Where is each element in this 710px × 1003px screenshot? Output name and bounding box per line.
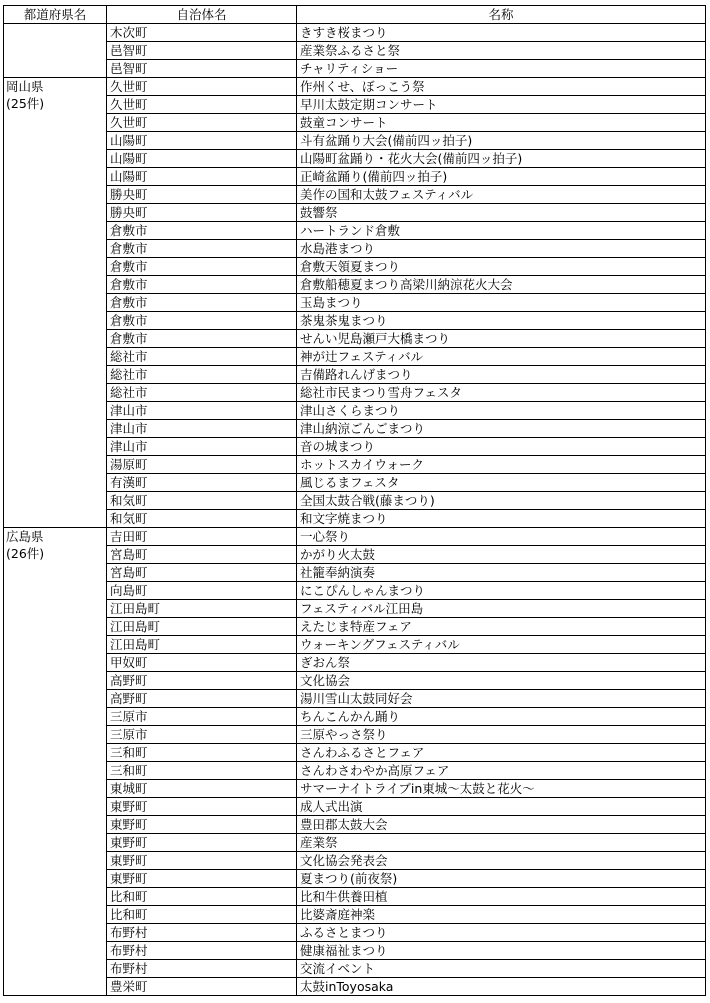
event-name-cell: 社籠奉納演奏: [297, 564, 706, 582]
table-row: [4, 420, 706, 438]
table-row: [4, 582, 706, 600]
event-name-cell: ハートランド倉敷: [297, 222, 706, 240]
table-row: [4, 384, 706, 402]
event-name-cell: さんわふるさとフェア: [297, 744, 706, 762]
event-name-cell: 全国太鼓合戦(藤まつり): [297, 492, 706, 510]
event-name-cell: 山陽町盆踊り・花火大会(備前四ッ拍子): [297, 150, 706, 168]
municipality-cell: 布野村: [107, 942, 297, 960]
event-name-cell: 津山納涼ごんごまつり: [297, 420, 706, 438]
event-name-cell: チャリティショー: [297, 60, 706, 78]
table-body: [4, 24, 706, 996]
event-name-cell: 和文字焼まつり: [297, 510, 706, 528]
event-name-cell: さんわさわやか高原フェア: [297, 762, 706, 780]
municipality-cell: 倉敷市: [107, 222, 297, 240]
event-name-cell: せんい児島瀬戸大橋まつり: [297, 330, 706, 348]
table-row: [4, 528, 706, 546]
table-row: [4, 852, 706, 870]
event-name-cell: サマーナイトライブin東城～太鼓と花火～: [297, 780, 706, 798]
table-row: [4, 654, 706, 672]
prefecture-count: (26件): [6, 546, 45, 561]
municipality-cell: 三原市: [107, 726, 297, 744]
municipality-cell: 津山市: [107, 438, 297, 456]
header-prefecture: 都道府県名: [4, 6, 107, 24]
municipality-cell: 東城町: [107, 780, 297, 798]
municipality-cell: 久世町: [107, 114, 297, 132]
event-table: [3, 5, 706, 996]
table-row: [4, 870, 706, 888]
municipality-cell: 倉敷市: [107, 276, 297, 294]
table-row: [4, 132, 706, 150]
table-row: [4, 906, 706, 924]
municipality-cell: 邑智町: [107, 42, 297, 60]
table-row: [4, 744, 706, 762]
event-name-cell: 三原やっさ祭り: [297, 726, 706, 744]
municipality-cell: 豊栄町: [107, 978, 297, 996]
event-name-cell: 美作の国和太鼓フェスティバル: [297, 186, 706, 204]
municipality-cell: 久世町: [107, 78, 297, 96]
municipality-cell: 久世町: [107, 96, 297, 114]
prefecture-cell: [4, 24, 107, 78]
event-name-cell: 比婆斎庭神楽: [297, 906, 706, 924]
event-name-cell: 比和牛供養田植: [297, 888, 706, 906]
event-name-cell: 豊田郡太鼓大会: [297, 816, 706, 834]
table-row: [4, 834, 706, 852]
table-row: [4, 276, 706, 294]
municipality-cell: 倉敷市: [107, 330, 297, 348]
event-name-cell: ウォーキングフェスティバル: [297, 636, 706, 654]
table-row: [4, 618, 706, 636]
municipality-cell: 東野町: [107, 870, 297, 888]
event-name-cell: 神が辻フェスティバル: [297, 348, 706, 366]
prefecture-cell: [4, 78, 107, 528]
table-row: [4, 492, 706, 510]
municipality-cell: 総社市: [107, 366, 297, 384]
event-name-cell: 健康福祉まつり: [297, 942, 706, 960]
table-row: [4, 402, 706, 420]
municipality-cell: 江田島町: [107, 618, 297, 636]
municipality-cell: 和気町: [107, 492, 297, 510]
table-row: [4, 294, 706, 312]
event-name-cell: 玉島まつり: [297, 294, 706, 312]
municipality-cell: 津山市: [107, 420, 297, 438]
table-row: [4, 312, 706, 330]
table-row: [4, 978, 706, 996]
municipality-cell: 山陽町: [107, 168, 297, 186]
event-name-cell: えたじま特産フェア: [297, 618, 706, 636]
event-name-cell: 津山さくらまつり: [297, 402, 706, 420]
event-name-cell: 文化協会発表会: [297, 852, 706, 870]
table-row: [4, 240, 706, 258]
table-row: [4, 330, 706, 348]
event-name-cell: 湯川雪山太鼓同好会: [297, 690, 706, 708]
header-row: [4, 6, 706, 24]
table-row: [4, 798, 706, 816]
table-row: [4, 366, 706, 384]
municipality-cell: 山陽町: [107, 132, 297, 150]
municipality-cell: 勝央町: [107, 204, 297, 222]
municipality-cell: 比和町: [107, 888, 297, 906]
table-row: [4, 960, 706, 978]
municipality-cell: 向島町: [107, 582, 297, 600]
event-name-cell: 一心祭り: [297, 528, 706, 546]
municipality-cell: 江田島町: [107, 636, 297, 654]
municipality-cell: 東野町: [107, 834, 297, 852]
table-row: [4, 222, 706, 240]
municipality-cell: 倉敷市: [107, 312, 297, 330]
municipality-cell: 津山市: [107, 402, 297, 420]
event-name-cell: ぎおん祭: [297, 654, 706, 672]
event-name-cell: 茶鬼茶鬼まつり: [297, 312, 706, 330]
municipality-cell: 勝央町: [107, 186, 297, 204]
table-row: [4, 816, 706, 834]
event-name-cell: ふるさとまつり: [297, 924, 706, 942]
table-row: [4, 600, 706, 618]
event-name-cell: 倉敷天領夏まつり: [297, 258, 706, 276]
table-row: [4, 438, 706, 456]
table-row: [4, 708, 706, 726]
municipality-cell: 湯原町: [107, 456, 297, 474]
municipality-cell: 宮島町: [107, 546, 297, 564]
table-row: [4, 78, 706, 96]
event-name-cell: にこぴんしゃんまつり: [297, 582, 706, 600]
event-name-cell: 早川太鼓定期コンサート: [297, 96, 706, 114]
event-name-cell: 鼓響祭: [297, 204, 706, 222]
event-name-cell: 水島港まつり: [297, 240, 706, 258]
table-row: [4, 564, 706, 582]
event-name-cell: 太鼓inToyosaka: [297, 978, 706, 996]
table-row: [4, 168, 706, 186]
table-row: [4, 24, 706, 42]
prefecture-name: 広島県: [6, 529, 44, 544]
table-row: [4, 42, 706, 60]
table-row: [4, 60, 706, 78]
event-name-cell: フェスティバル江田島: [297, 600, 706, 618]
header-event-name: 名称: [297, 6, 706, 24]
header-municipality: 自治体名: [107, 6, 297, 24]
event-name-cell: 夏まつり(前夜祭): [297, 870, 706, 888]
event-name-cell: ちんこんかん踊り: [297, 708, 706, 726]
table-row: [4, 780, 706, 798]
municipality-cell: 木次町: [107, 24, 297, 42]
event-name-cell: 吉備路れんげまつり: [297, 366, 706, 384]
municipality-cell: 山陽町: [107, 150, 297, 168]
event-name-cell: かがり火太鼓: [297, 546, 706, 564]
municipality-cell: 総社市: [107, 348, 297, 366]
table-row: [4, 150, 706, 168]
event-name-cell: 風じるまフェスタ: [297, 474, 706, 492]
municipality-cell: 邑智町: [107, 60, 297, 78]
event-name-cell: 鼓童コンサート: [297, 114, 706, 132]
event-name-cell: 斗有盆踊り大会(備前四ッ拍子): [297, 132, 706, 150]
table-row: [4, 546, 706, 564]
municipality-cell: 東野町: [107, 816, 297, 834]
table-row: [4, 96, 706, 114]
municipality-cell: 東野町: [107, 798, 297, 816]
table-row: [4, 762, 706, 780]
municipality-cell: 布野村: [107, 924, 297, 942]
event-name-cell: 音の城まつり: [297, 438, 706, 456]
event-name-cell: ホットスカイウォーク: [297, 456, 706, 474]
municipality-cell: 三和町: [107, 762, 297, 780]
municipality-cell: 有漢町: [107, 474, 297, 492]
event-name-cell: きすき桜まつり: [297, 24, 706, 42]
municipality-cell: 倉敷市: [107, 240, 297, 258]
event-name-cell: 作州くせ、ぼっこう祭: [297, 78, 706, 96]
table-row: [4, 636, 706, 654]
municipality-cell: 甲奴町: [107, 654, 297, 672]
table-row: [4, 690, 706, 708]
table-row: [4, 942, 706, 960]
municipality-cell: 倉敷市: [107, 294, 297, 312]
municipality-cell: 高野町: [107, 690, 297, 708]
event-name-cell: 産業祭ふるさと祭: [297, 42, 706, 60]
event-name-cell: 交流イベント: [297, 960, 706, 978]
table-row: [4, 456, 706, 474]
table-row: [4, 348, 706, 366]
table-row: [4, 258, 706, 276]
municipality-cell: 和気町: [107, 510, 297, 528]
event-name-cell: 正崎盆踊り(備前四ッ拍子): [297, 168, 706, 186]
table-row: [4, 114, 706, 132]
municipality-cell: 高野町: [107, 672, 297, 690]
event-name-cell: 成人式出演: [297, 798, 706, 816]
event-name-cell: 倉敷船穂夏まつり高梁川納涼花火大会: [297, 276, 706, 294]
municipality-cell: 比和町: [107, 906, 297, 924]
municipality-cell: 江田島町: [107, 600, 297, 618]
municipality-cell: 倉敷市: [107, 258, 297, 276]
prefecture-name: 岡山県: [6, 79, 44, 94]
table-row: [4, 726, 706, 744]
municipality-cell: 三原市: [107, 708, 297, 726]
municipality-cell: 宮島町: [107, 564, 297, 582]
event-name-cell: 総社市民まつり雪舟フェスタ: [297, 384, 706, 402]
event-name-cell: 文化協会: [297, 672, 706, 690]
municipality-cell: 総社市: [107, 384, 297, 402]
table-row: [4, 924, 706, 942]
table-row: [4, 672, 706, 690]
municipality-cell: 吉田町: [107, 528, 297, 546]
municipality-cell: 三和町: [107, 744, 297, 762]
table-row: [4, 888, 706, 906]
event-name-cell: 産業祭: [297, 834, 706, 852]
table-row: [4, 204, 706, 222]
municipality-cell: 東野町: [107, 852, 297, 870]
municipality-cell: 布野村: [107, 960, 297, 978]
table-row: [4, 186, 706, 204]
table-row: [4, 474, 706, 492]
prefecture-count: (25件): [6, 96, 45, 111]
table-row: [4, 510, 706, 528]
prefecture-cell: [4, 528, 107, 996]
